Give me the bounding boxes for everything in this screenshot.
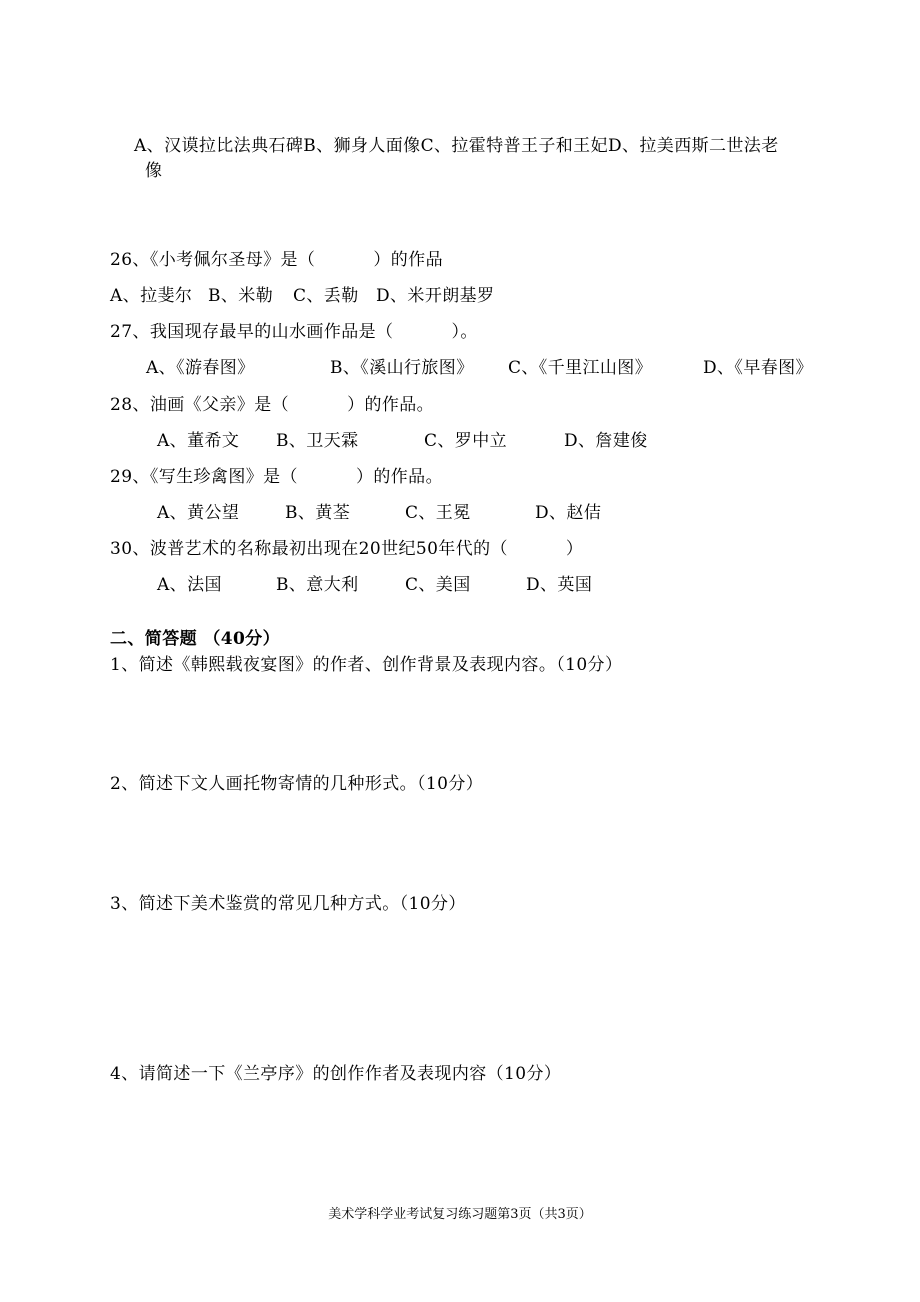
q29-option-a: A、黄公望 — [157, 503, 240, 523]
q30-option-a: A、法国 — [157, 575, 222, 595]
q28-option-b: B、卫天霖 — [276, 431, 359, 451]
q25-options-line2: 像 — [145, 161, 163, 181]
q28-stem: 28、油画《父亲》是（ ）的作品。 — [110, 395, 435, 415]
q27-option-b: B、《溪山行旅图》 — [330, 358, 474, 378]
short-answer-question-1: 1、简述《韩熙载夜宴图》的作者、创作背景及表现内容。（10分） — [110, 655, 623, 675]
q26-option-a: A、拉斐尔 — [110, 286, 193, 306]
short-answer-question-2: 2、简述下文人画托物寄情的几种形式。（10分） — [110, 774, 484, 794]
q30-stem: 30、波普艺术的名称最初出现在20世纪50年代的（ ） — [110, 539, 584, 559]
short-answer-question-4: 4、请简述一下《兰亭序》的创作作者及表现内容（10分） — [110, 1064, 562, 1084]
page-footer: 美术学科学业考试复习练习题第3页（共3页） — [328, 1207, 592, 1222]
q29-option-c: C、王冕 — [405, 503, 471, 523]
q27-option-c: C、《千里江山图》 — [508, 358, 653, 378]
q26-option-b: B、米勒 — [208, 286, 274, 306]
section2-heading: 二、简答题 （40分） — [110, 629, 280, 649]
q28-option-c: C、罗中立 — [424, 431, 508, 451]
q29-option-b: B、黄荃 — [285, 503, 351, 523]
q25-options-line1: A、汉谟拉比法典石碑B、狮身人面像C、拉霍特普王子和王妃D、拉美西斯二世法老 — [134, 136, 779, 156]
q27-option-d: D、《早春图》 — [703, 358, 813, 378]
q26-stem: 26、《小考佩尔圣母》是（ ）的作品 — [110, 250, 443, 270]
q29-stem: 29、《写生珍禽图》是（ ）的作品。 — [110, 467, 443, 487]
q26-option-c: C、丢勒 — [293, 286, 359, 306]
q30-option-d: D、英国 — [526, 575, 593, 595]
q30-option-b: B、意大利 — [276, 575, 359, 595]
q27-stem: 27、我国现存最早的山水画作品是（ ）。 — [110, 322, 478, 342]
q27-option-a: A、《游春图》 — [146, 358, 255, 378]
q30-option-c: C、美国 — [405, 575, 471, 595]
q28-option-a: A、董希文 — [157, 431, 240, 451]
q28-option-d: D、詹建俊 — [564, 431, 648, 451]
q29-option-d: D、赵佶 — [535, 503, 602, 523]
short-answer-question-3: 3、简述下美术鉴赏的常见几种方式。（10分） — [110, 894, 466, 914]
q26-option-d: D、米开朗基罗 — [376, 286, 495, 306]
